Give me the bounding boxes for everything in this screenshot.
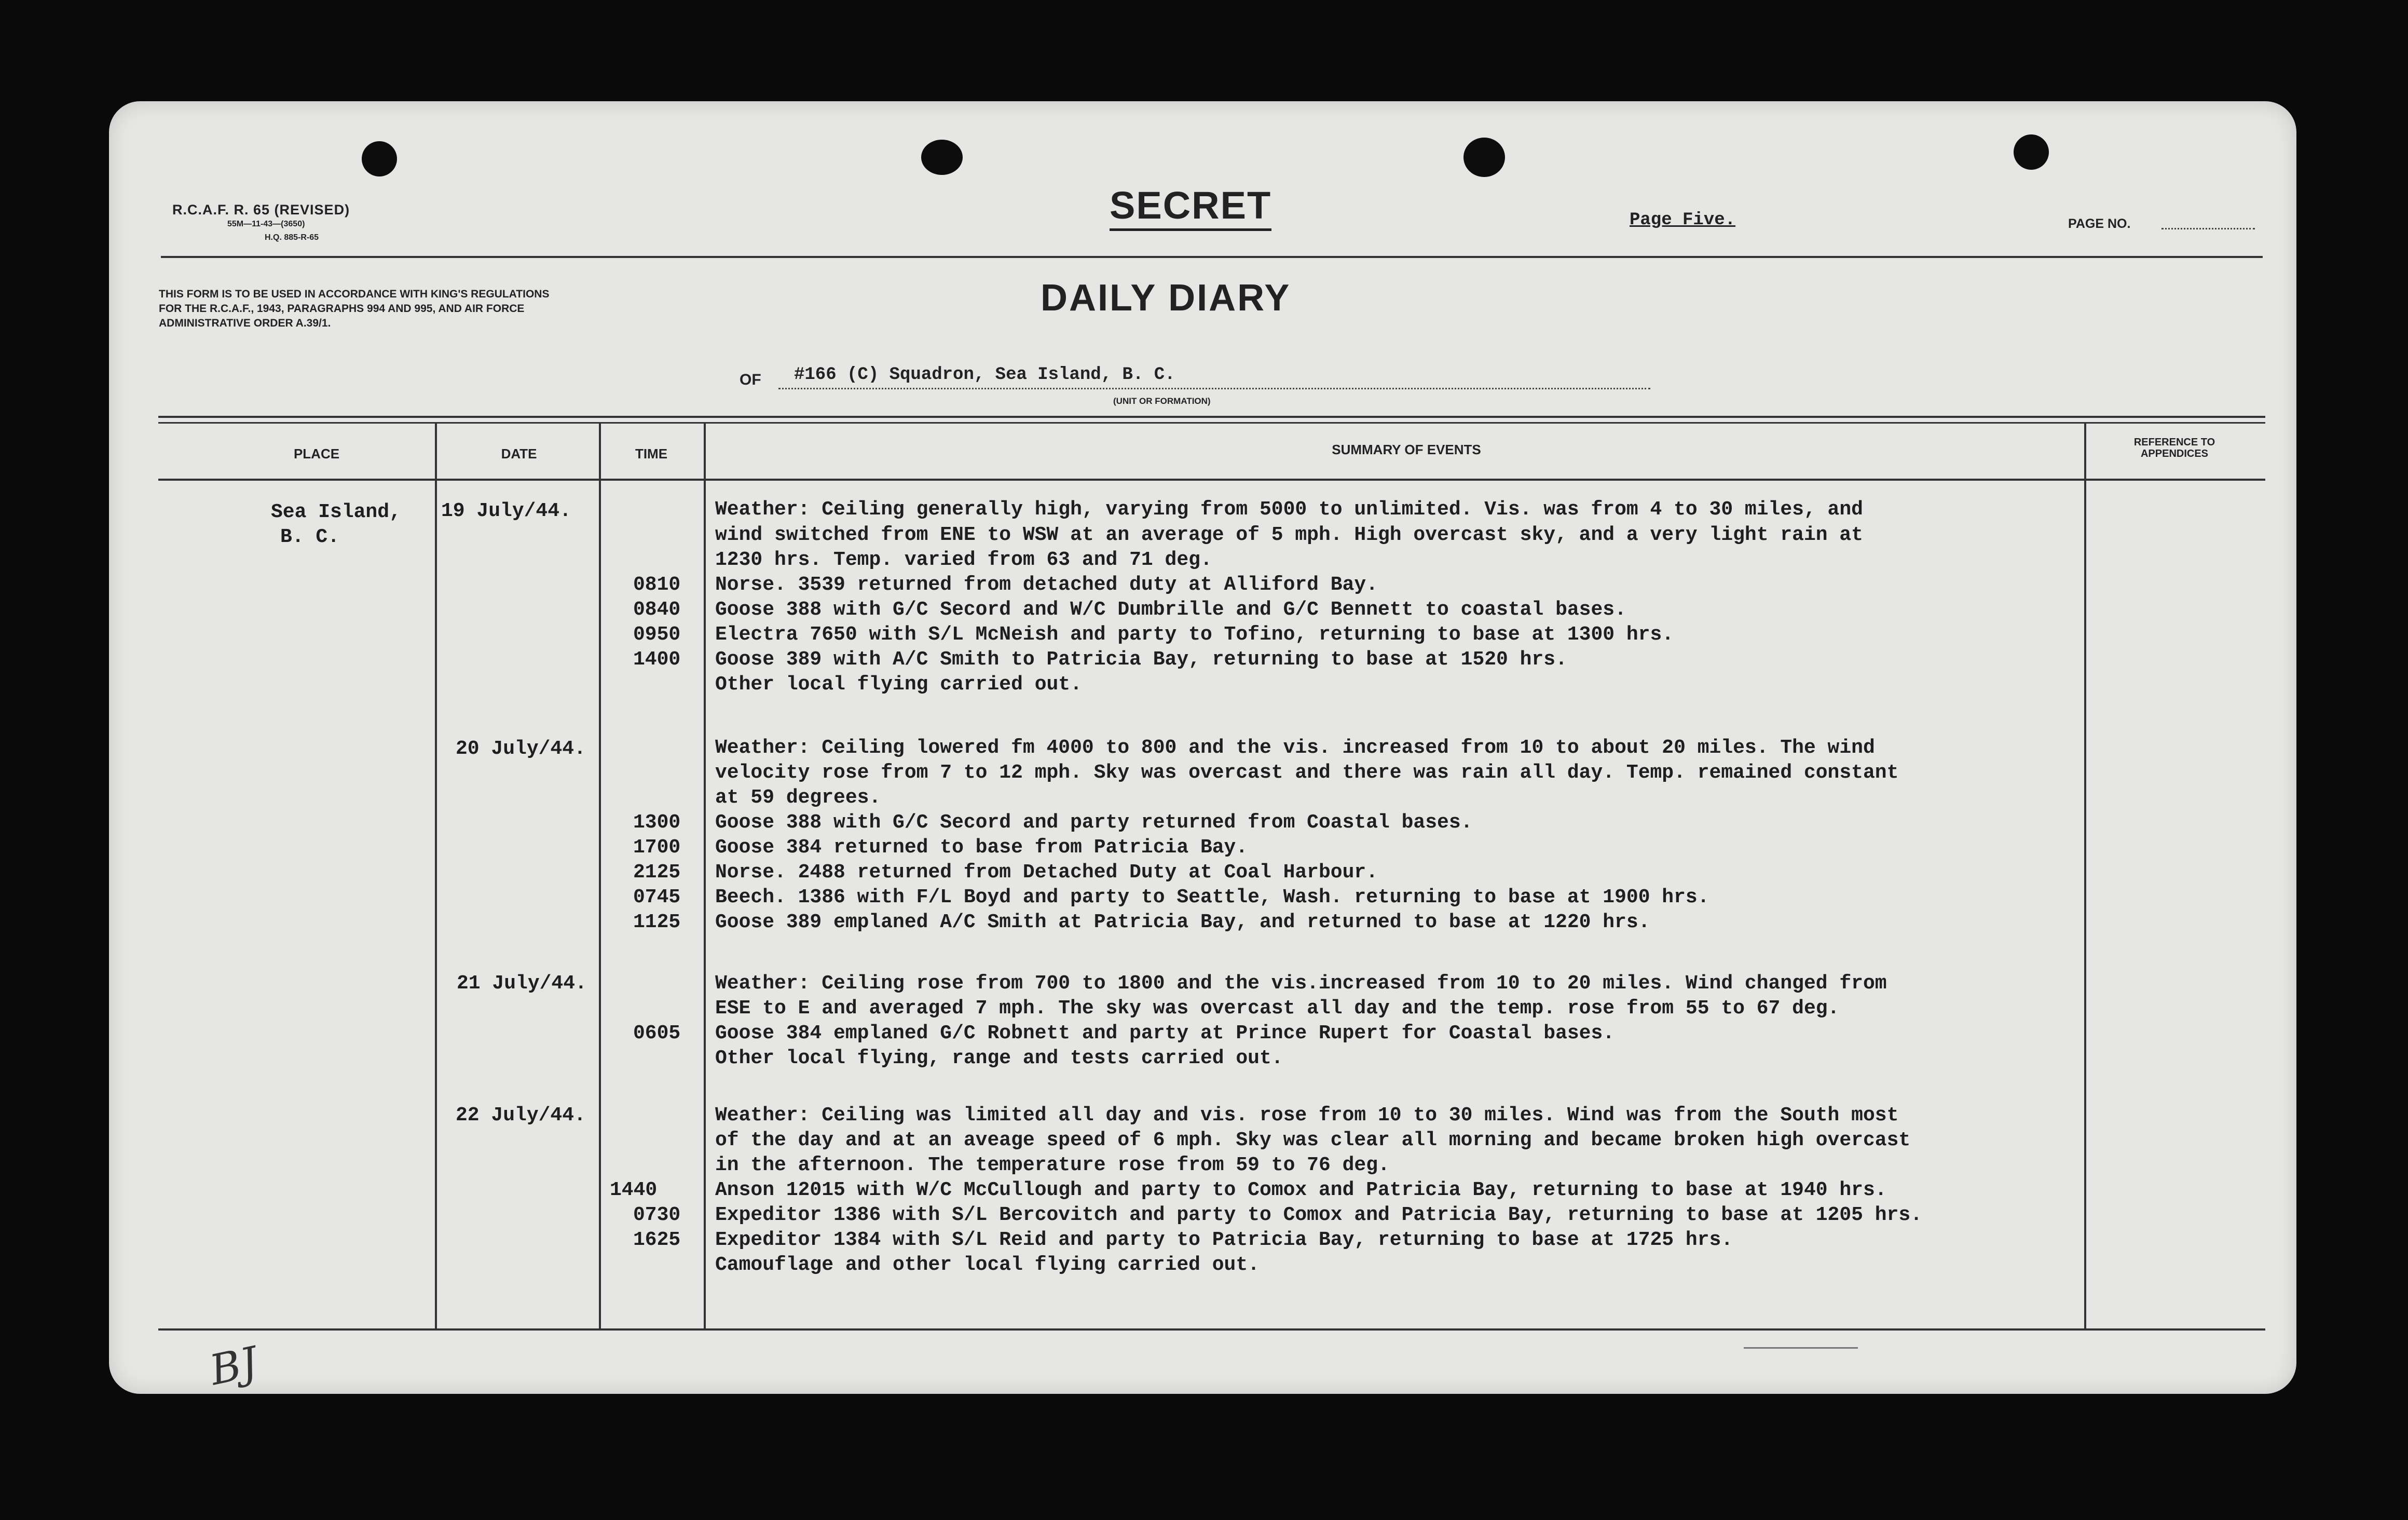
event-text: Expeditor 1384 with S/L Reid and party to Patricia Bay, returning to base at 1725 hrs. <box>715 1229 1733 1251</box>
page-no-field <box>2161 226 2255 229</box>
time-cell: 1440 <box>610 1179 658 1201</box>
column-divider-date <box>599 422 601 1329</box>
time-cell: 1125 <box>633 911 681 933</box>
column-header-place: PLACE <box>293 446 340 462</box>
form-print-code: 55M—11-43—(3650) <box>227 220 305 228</box>
time-cell: 0840 <box>633 599 681 621</box>
unit-caption: (UNIT OR FORMATION) <box>1113 396 1211 406</box>
weather-line: Weather: Ceiling was limited all day and vis. rose from 10 to 30 miles. Wind was from the South most <box>715 1104 1899 1127</box>
header-rule <box>161 256 2263 258</box>
time-cell: 1300 <box>633 811 681 834</box>
weather-line: 1230 hrs. Temp. varied from 63 and 71 deg. <box>715 549 1212 571</box>
weather-line: ESE to E and averaged 7 mph. The sky was overcast all day and the temp. rose from 55 to 67 deg. <box>715 997 1840 1020</box>
punch-hole <box>362 141 397 177</box>
handwritten-initials: BJ <box>206 1337 262 1395</box>
punch-hole <box>921 140 963 175</box>
date-cell: 20 July/44. <box>456 738 586 760</box>
time-cell: 0730 <box>633 1204 681 1226</box>
time-cell: 0745 <box>633 886 681 908</box>
column-header-time: TIME <box>635 446 668 462</box>
event-text: Goose 389 emplaned A/C Smith at Patricia Bay, and returned to base at 1220 hrs. <box>715 911 1650 933</box>
page-label: Page Five. <box>1630 210 1736 230</box>
weather-line: of the day and at an aveage speed of 6 mph. Sky was clear all morning and became broken high overcast <box>715 1129 1911 1151</box>
weather-line: wind switched from ENE to WSW at an average of 5 mph. High overcast sky, and a very light rain at <box>715 524 1863 546</box>
weather-line: in the afternoon. The temperature rose from 59 to 76 deg. <box>715 1154 1390 1176</box>
event-text: Norse. 3539 returned from detached duty at Alliford Bay. <box>715 574 1378 596</box>
weather-line: Weather: Ceiling rose from 700 to 1800 and the vis.increased from 10 to 20 miles. Wind changed from <box>715 972 1887 995</box>
table-bottom-rule <box>158 1328 2265 1331</box>
reference-header-line2: APPENDICES <box>2140 448 2209 459</box>
time-cell: 1400 <box>633 648 681 671</box>
diary-sheet <box>109 101 2296 1394</box>
form-id: R.C.A.F. R. 65 (REVISED) <box>172 202 350 218</box>
column-header-date: DATE <box>501 446 537 462</box>
column-header-summary: SUMMARY OF EVENTS <box>1332 442 1481 457</box>
place-line1: Sea Island, <box>271 501 401 523</box>
punch-hole <box>2014 134 2049 170</box>
column-divider-summary <box>2084 422 2086 1329</box>
weather-line: Weather: Ceiling lowered fm 4000 to 800 and the vis. increased from 10 to about 20 miles. The wind <box>715 737 1875 759</box>
event-text: Other local flying, range and tests carried out. <box>715 1047 1283 1069</box>
event-text: Anson 12015 with W/C McCullough and party to Comox and Patricia Bay, returning to base at 1940 hrs. <box>715 1179 1887 1201</box>
column-divider-place <box>435 422 437 1329</box>
form-instructions: THIS FORM IS TO BE USED IN ACCORDANCE WITH KING'S REGULATIONS FOR THE R.C.A.F., 1943, PARAGRAPHS 994 AND 995, AND AIR FORCE ADMINISTRATIVE ORDER A.39/1. <box>159 288 550 329</box>
reference-header-line1: REFERENCE TO <box>2133 437 2215 448</box>
place-line2: B. C. <box>280 526 340 548</box>
event-text: Norse. 2488 returned from Detached Duty at Coal Harbour. <box>715 861 1378 884</box>
of-label: OF <box>740 371 761 388</box>
weather-line: Weather: Ceiling generally high, varying from 5000 to unlimited. Vis. was from 4 to 30 miles, and <box>715 498 1863 521</box>
form-hq-code: H.Q. 885-R-65 <box>265 233 319 242</box>
event-text: Goose 384 emplaned G/C Robnett and party at Prince Rupert for Coastal bases. <box>715 1022 1615 1044</box>
column-header-reference <box>2086 437 2263 459</box>
time-cell: 1625 <box>633 1229 681 1251</box>
event-text: Beech. 1386 with F/L Boyd and party to Seattle, Wash. returning to base at 1900 hrs. <box>715 886 1709 908</box>
unit-name: #166 (C) Squadron, Sea Island, B. C. <box>794 365 1175 385</box>
time-cell: 0605 <box>633 1022 681 1044</box>
punch-hole <box>1463 138 1505 177</box>
table-top-rule <box>158 416 2265 418</box>
date-cell: 19 July/44. <box>441 500 571 522</box>
weather-line: at 59 degrees. <box>715 786 881 809</box>
event-text: Expeditor 1386 with S/L Bercovitch and party to Comox and Patricia Bay, returning to base at 1205 hrs. <box>715 1204 1922 1226</box>
column-divider-time <box>704 422 706 1329</box>
time-cell: 1700 <box>633 836 681 859</box>
event-text: Goose 388 with G/C Secord and W/C Dumbrille and G/C Bennett to coastal bases. <box>715 599 1626 621</box>
column-header-rule <box>158 479 2265 481</box>
classification-stamp: SECRET <box>1110 183 1271 231</box>
event-text: Goose 384 returned to base from Patricia Bay. <box>715 836 1248 859</box>
event-text: Goose 389 with A/C Smith to Patricia Bay, returning to base at 1520 hrs. <box>715 648 1567 671</box>
time-cell: 0810 <box>633 574 681 596</box>
page-no-label: PAGE NO. <box>2068 216 2131 231</box>
time-cell: 0950 <box>633 623 681 646</box>
event-text: Other local flying carried out. <box>715 673 1082 696</box>
faint-mark <box>1744 1347 1858 1349</box>
event-text: Goose 388 with G/C Secord and party returned from Coastal bases. <box>715 811 1473 834</box>
form-title: DAILY DIARY <box>1041 277 1291 319</box>
date-cell: 22 July/44. <box>456 1104 586 1127</box>
event-text: Electra 7650 with S/L McNeish and party to Tofino, returning to base at 1300 hrs. <box>715 623 1674 646</box>
unit-field-line <box>778 386 1650 389</box>
table-top-rule-2 <box>158 422 2265 424</box>
time-cell: 2125 <box>633 861 681 884</box>
event-text: Camouflage and other local flying carried out. <box>715 1254 1260 1276</box>
date-cell: 21 July/44. <box>457 972 587 995</box>
weather-line: velocity rose from 7 to 12 mph. Sky was overcast and there was rain all day. Temp. remained constant <box>715 762 1899 784</box>
